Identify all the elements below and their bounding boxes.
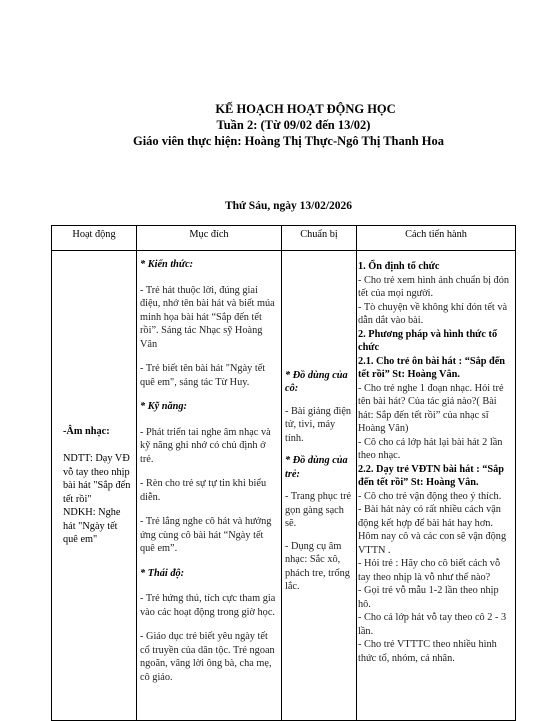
skill-item: - Trẻ lắng nghe cô hát và hưởng ứng cùng cô bài hát “Ngày tết quê em”.: [140, 516, 272, 554]
attitude-item: - Trẻ hứng thú, tích cực tham gia vào các hoạt động trong giờ học.: [140, 593, 276, 618]
activity-cell: [52, 251, 137, 721]
step-item: - Cho trẻ xem hình ảnh chuẩn bị đón tết của mọi người.: [358, 274, 509, 299]
table-row: [52, 251, 516, 721]
skill-heading: * Kỹ năng:: [140, 401, 187, 412]
step-heading: 2. Phương pháp và hình thức tổ chức: [358, 328, 498, 353]
child-materials-item: - Dụng cụ âm nhạc: Sắc xô, phách tre, trống lắc.: [285, 540, 350, 592]
teacher-names: Giáo viên thực hiện: Hoàng Thị Thực-Ngô Thị Thanh Hoa: [132, 134, 445, 148]
procedure-cell: [357, 251, 516, 721]
skill-item: - Rèn cho trẻ sự tự tin khi biểu diễn.: [140, 478, 267, 503]
substep-heading: 2.2. Dạy trẻ VĐTN bài hát : “Sắp đến tết rồi” St: Hoàng Vân.: [358, 463, 504, 488]
knowledge-heading: * Kiến thức:: [140, 259, 194, 270]
step-item: - Cho trẻ nghe 1 đoạn nhạc. Hỏi trẻ tên bài hát? Của tác giả nào?( Bài hát: Sắp đến tết rồi” của nhạc sĩ Hoàng Vân): [358, 382, 504, 434]
skill-item: - Phát triển tai nghe âm nhạc và kỹ năng ghi nhớ có chủ định ở trẻ.: [140, 426, 271, 465]
child-materials-heading: * Đồ dùng của trẻ:: [285, 455, 348, 480]
teacher-materials-heading: * Đồ dùng của cô:: [285, 369, 348, 394]
attitude-heading: * Thái độ:: [140, 567, 185, 579]
document-title: KẾ HOẠCH HOẠT ĐỘNG HỌC: [215, 102, 396, 116]
week-range: Tuần 2: (Từ 09/02 đến 13/02): [216, 118, 371, 132]
child-materials-item: - Trang phục trẻ gọn gàng sạch sẽ.: [285, 491, 352, 529]
header-procedure: Cách tiến hành: [357, 226, 516, 251]
header-purpose: Mục đích: [137, 226, 282, 251]
purpose-cell: [137, 251, 282, 721]
activity-extra: NDKH: Nghe hát "Ngày tết quê em": [63, 507, 121, 545]
header-activity: Hoạt động: [52, 226, 137, 251]
step-item: - Cô cho trẻ vận động theo ý thích.: [358, 490, 502, 502]
step-item: - Tò chuyện về không khí đón tết và dẫn dắt vào bài.: [358, 301, 508, 326]
knowledge-item: - Trẻ hát thuộc lời, đúng giai điệu, nhớ tên bài hát và biết múa minh họa bài hát “Sắp đến tết rồi”. Sáng tác Nhạc sỹ Hoàng Vân: [140, 284, 275, 350]
substep-heading: 2.1. Cho trẻ ôn bài hát : “Sắp đến tết rồi” St: Hoàng Vân.: [358, 355, 506, 380]
step-heading: 1. Ổn định tổ chức: [358, 261, 440, 272]
document-header: [0, 101, 553, 149]
table-header-row: [52, 226, 516, 251]
step-item: - Cho cả lớp hát vỗ tay theo cô 2 - 3 lần.: [358, 612, 507, 637]
knowledge-item: - Trẻ biết tên bài hát "Ngày tết quê em", sáng tác Từ Huy.: [140, 363, 266, 388]
attitude-item: - Giáo dục trẻ biết yêu ngày tết cổ truyền của dân tộc. Trẻ ngoan ngoãn, vâng lời ông bà, cha mẹ, cô giáo.: [140, 631, 275, 683]
step-item: - Hỏi trẻ : Hãy cho cô biết cách vỗ tay theo nhịp là vỗ như thế nào?: [358, 558, 501, 583]
preparation-cell: [282, 251, 357, 721]
step-item: - Gọi trẻ vỗ mẫu 1-2 lần theo nhịp hô.: [358, 585, 499, 610]
activity-main: NDTT: Dạy VĐ vỗ tay theo nhịp bài hát "Sắp đến tết rồi": [63, 453, 131, 505]
activity-title: -Âm nhạc:: [63, 425, 110, 437]
header-preparation: Chuẩn bị: [282, 226, 357, 251]
step-item: - Cô cho cả lớp hát lại bài hát 2 lần theo nhạc.: [358, 436, 503, 461]
step-item: - Bài hát này có rất nhiều cách vận động kết hợp để bài hát hay hơn. Hôm nay cô và các con sẽ vận động VTTN .: [358, 504, 507, 556]
teacher-materials-item: - Bài giảng điện tử, tivi, máy tính.: [285, 405, 352, 444]
lesson-date: Thứ Sáu, ngày 13/02/2026: [224, 200, 353, 212]
lesson-plan-table: [51, 225, 516, 721]
step-item: - Cho trẻ VTTTC theo nhiều hình thức tổ, nhóm, cá nhân.: [358, 639, 497, 664]
